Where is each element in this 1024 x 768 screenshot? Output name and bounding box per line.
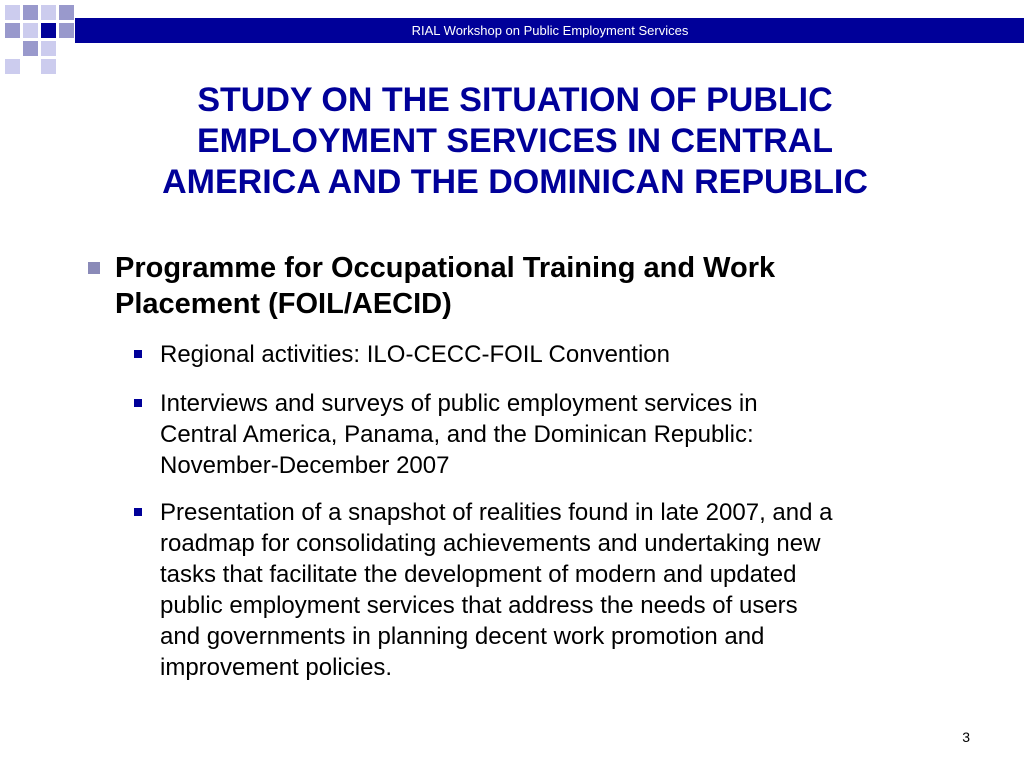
- logo-square-5: [5, 23, 20, 38]
- logo-square-8: [59, 23, 74, 38]
- sub-bullet-line: public employment services that address the needs of users: [160, 592, 798, 619]
- main-bullet-line: Programme for Occupational Training and Work: [115, 252, 776, 284]
- sub-bullet-square-icon: [134, 508, 142, 516]
- sub-bullet-line: Presentation of a snapshot of realities found in late 2007, and a: [160, 499, 833, 526]
- bullet-square-icon: [88, 262, 100, 274]
- logo-square-11: [5, 59, 20, 74]
- sub-bullet-line: Central America, Panama, and the Dominican Republic:: [160, 421, 754, 448]
- sub-bullet-text: [160, 388, 980, 481]
- title-line: AMERICA AND THE DOMINICAN REPUBLIC: [162, 163, 868, 201]
- sub-bullet-text: [160, 497, 980, 683]
- logo-square-12: [41, 59, 56, 74]
- sub-bullet-line: Regional activities: ILO-CECC-FOIL Convention: [160, 341, 670, 368]
- title-line: EMPLOYMENT SERVICES IN CENTRAL: [197, 122, 833, 160]
- main-bullet-line: Placement (FOIL/AECID): [115, 288, 452, 320]
- title-line: STUDY ON THE SITUATION OF PUBLIC: [197, 81, 833, 119]
- logo-square-7: [41, 23, 56, 38]
- main-bullet-text: [115, 250, 915, 322]
- header-text: RIAL Workshop on Public Employment Services: [411, 23, 689, 38]
- logo-square-10: [41, 41, 56, 56]
- logo-square-1: [5, 5, 20, 20]
- sub-bullet-line: and governments in planning decent work promotion and: [160, 623, 765, 650]
- sub-bullet-line: Interviews and surveys of public employment services in: [160, 390, 758, 417]
- logo-square-9: [23, 41, 38, 56]
- sub-bullet-line: roadmap for consolidating achievements and undertaking new: [160, 530, 821, 557]
- sub-bullet-square-icon: [134, 350, 142, 358]
- sub-bullet-text: [160, 339, 980, 370]
- logo-square-6: [23, 23, 38, 38]
- sub-bullet-square-icon: [134, 399, 142, 407]
- sub-bullet-line: tasks that facilitate the development of modern and updated: [160, 561, 797, 588]
- sub-bullet-line: improvement policies.: [160, 654, 393, 681]
- logo-square-2: [23, 5, 38, 20]
- logo-square-3: [41, 5, 56, 20]
- page-number: 3: [962, 729, 970, 745]
- logo-square-4: [59, 5, 74, 20]
- sub-bullet-line: November-December 2007: [160, 452, 450, 479]
- slide-title: [40, 80, 990, 203]
